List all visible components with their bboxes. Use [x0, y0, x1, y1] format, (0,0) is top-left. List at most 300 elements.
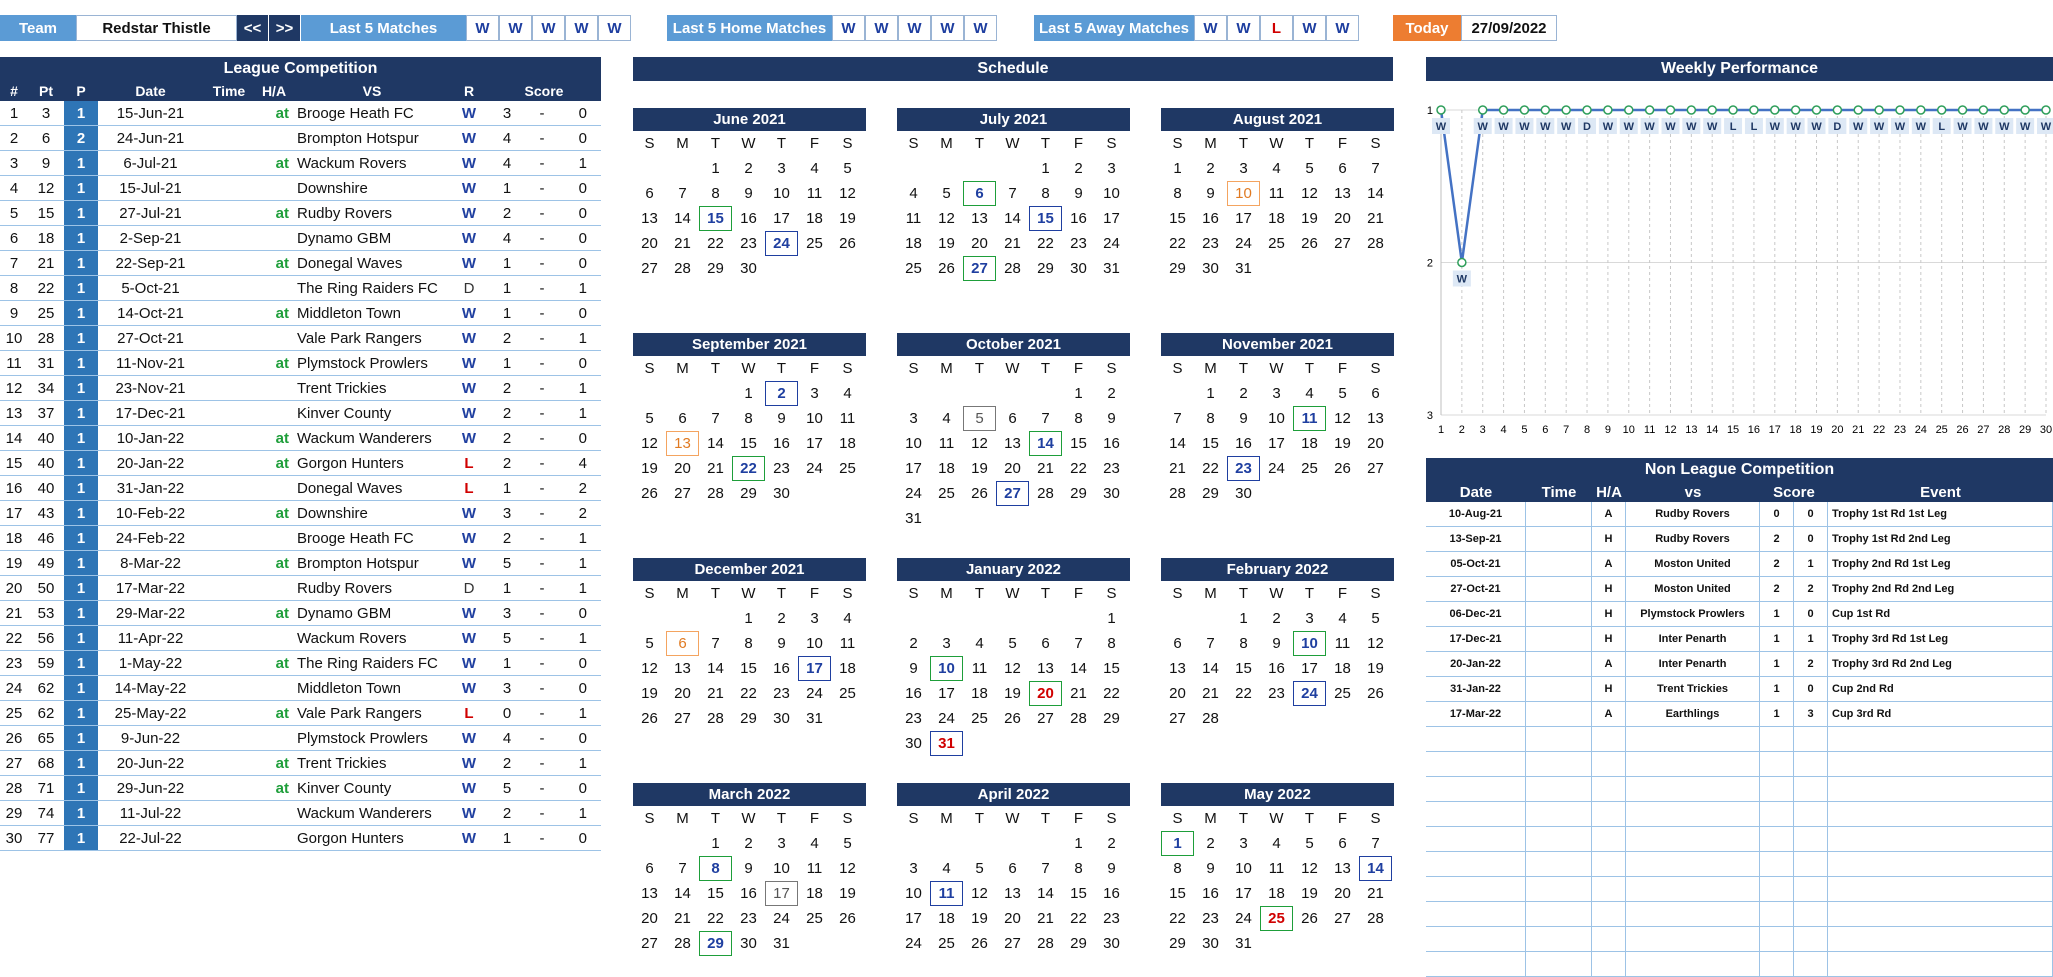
day-cell[interactable]: 3: [909, 860, 918, 877]
day-cell[interactable]: 31: [773, 935, 790, 952]
day-cell[interactable]: 1: [1239, 610, 1248, 627]
day-cell[interactable]: 8: [1074, 410, 1083, 427]
day-cell[interactable]: 6: [1338, 160, 1347, 177]
match-day[interactable]: 5: [963, 406, 996, 431]
day-cell[interactable]: 13: [1367, 410, 1384, 427]
day-cell[interactable]: 17: [1268, 435, 1285, 452]
day-cell[interactable]: 27: [674, 485, 691, 502]
match-day[interactable]: 17: [798, 656, 831, 681]
day-cell[interactable]: 18: [1268, 885, 1285, 902]
match-day[interactable]: 27: [996, 481, 1029, 506]
day-cell[interactable]: 2: [1107, 385, 1116, 402]
day-cell[interactable]: 24: [905, 485, 922, 502]
day-cell[interactable]: 27: [1334, 910, 1351, 927]
day-cell[interactable]: 14: [707, 660, 724, 677]
match-day[interactable]: 31: [930, 731, 963, 756]
day-cell[interactable]: 12: [1004, 660, 1021, 677]
day-cell[interactable]: 6: [1173, 635, 1182, 652]
day-cell[interactable]: 27: [1004, 935, 1021, 952]
day-cell[interactable]: 25: [938, 485, 955, 502]
day-cell[interactable]: 19: [641, 460, 658, 477]
day-cell[interactable]: 23: [773, 460, 790, 477]
day-cell[interactable]: 11: [1334, 635, 1351, 652]
day-cell[interactable]: 20: [971, 235, 988, 252]
day-cell[interactable]: 1: [744, 385, 753, 402]
prev-team-button[interactable]: <<: [237, 15, 268, 41]
day-cell[interactable]: 18: [839, 660, 856, 677]
day-cell[interactable]: 12: [938, 210, 955, 227]
match-day[interactable]: 14: [1359, 856, 1392, 881]
day-cell[interactable]: 7: [1371, 160, 1380, 177]
day-cell[interactable]: 10: [806, 635, 823, 652]
match-day[interactable]: 24: [1293, 681, 1326, 706]
day-cell[interactable]: 3: [810, 385, 819, 402]
day-cell[interactable]: 23: [1103, 910, 1120, 927]
day-cell[interactable]: 13: [1004, 435, 1021, 452]
day-cell[interactable]: 14: [1169, 435, 1186, 452]
day-cell[interactable]: 10: [773, 185, 790, 202]
day-cell[interactable]: 5: [1338, 385, 1347, 402]
match-day[interactable]: 10: [1227, 181, 1260, 206]
day-cell[interactable]: 3: [810, 610, 819, 627]
day-cell[interactable]: 30: [1202, 260, 1219, 277]
day-cell[interactable]: 13: [1004, 885, 1021, 902]
day-cell[interactable]: 25: [938, 935, 955, 952]
day-cell[interactable]: 25: [1301, 460, 1318, 477]
day-cell[interactable]: 4: [810, 835, 819, 852]
day-cell[interactable]: 13: [1037, 660, 1054, 677]
day-cell[interactable]: 4: [1338, 610, 1347, 627]
day-cell[interactable]: 21: [674, 235, 691, 252]
match-day[interactable]: 2: [765, 381, 798, 406]
day-cell[interactable]: 18: [938, 460, 955, 477]
day-cell[interactable]: 1: [1173, 160, 1182, 177]
match-day[interactable]: 6: [963, 181, 996, 206]
day-cell[interactable]: 26: [1004, 710, 1021, 727]
day-cell[interactable]: 4: [1272, 160, 1281, 177]
day-cell[interactable]: 14: [1070, 660, 1087, 677]
day-cell[interactable]: 29: [707, 260, 724, 277]
day-cell[interactable]: 2: [1239, 385, 1248, 402]
day-cell[interactable]: 10: [1268, 410, 1285, 427]
day-cell[interactable]: 13: [971, 210, 988, 227]
day-cell[interactable]: 23: [1202, 910, 1219, 927]
match-day[interactable]: 6: [666, 631, 699, 656]
day-cell[interactable]: 30: [1103, 485, 1120, 502]
day-cell[interactable]: 4: [810, 160, 819, 177]
day-cell[interactable]: 10: [1103, 185, 1120, 202]
day-cell[interactable]: 5: [843, 160, 852, 177]
day-cell[interactable]: 9: [1107, 860, 1116, 877]
day-cell[interactable]: 28: [674, 260, 691, 277]
match-day[interactable]: 29: [699, 931, 732, 956]
day-cell[interactable]: 19: [839, 885, 856, 902]
day-cell[interactable]: 18: [1301, 435, 1318, 452]
day-cell[interactable]: 11: [1268, 860, 1285, 877]
day-cell[interactable]: 9: [777, 635, 786, 652]
day-cell[interactable]: 23: [1103, 460, 1120, 477]
day-cell[interactable]: 28: [1367, 235, 1384, 252]
day-cell[interactable]: 26: [1334, 460, 1351, 477]
day-cell[interactable]: 2: [1272, 610, 1281, 627]
day-cell[interactable]: 3: [1239, 835, 1248, 852]
day-cell[interactable]: 15: [1202, 435, 1219, 452]
day-cell[interactable]: 2: [744, 160, 753, 177]
day-cell[interactable]: 1: [1041, 160, 1050, 177]
day-cell[interactable]: 27: [1037, 710, 1054, 727]
day-cell[interactable]: 12: [971, 435, 988, 452]
day-cell[interactable]: 14: [1202, 660, 1219, 677]
day-cell[interactable]: 28: [707, 710, 724, 727]
day-cell[interactable]: 24: [938, 710, 955, 727]
day-cell[interactable]: 3: [777, 160, 786, 177]
day-cell[interactable]: 9: [1272, 635, 1281, 652]
day-cell[interactable]: 4: [942, 410, 951, 427]
day-cell[interactable]: 9: [777, 410, 786, 427]
match-day[interactable]: 13: [666, 431, 699, 456]
day-cell[interactable]: 31: [1235, 935, 1252, 952]
day-cell[interactable]: 22: [707, 910, 724, 927]
day-cell[interactable]: 23: [1202, 235, 1219, 252]
day-cell[interactable]: 3: [777, 835, 786, 852]
day-cell[interactable]: 24: [1268, 460, 1285, 477]
day-cell[interactable]: 18: [971, 685, 988, 702]
day-cell[interactable]: 1: [1206, 385, 1215, 402]
day-cell[interactable]: 15: [740, 660, 757, 677]
day-cell[interactable]: 19: [1367, 660, 1384, 677]
day-cell[interactable]: 24: [1103, 235, 1120, 252]
day-cell[interactable]: 26: [971, 935, 988, 952]
day-cell[interactable]: 16: [1103, 885, 1120, 902]
day-cell[interactable]: 8: [744, 635, 753, 652]
day-cell[interactable]: 14: [674, 885, 691, 902]
day-cell[interactable]: 12: [1367, 635, 1384, 652]
day-cell[interactable]: 14: [1367, 185, 1384, 202]
day-cell[interactable]: 25: [1334, 685, 1351, 702]
day-cell[interactable]: 11: [1268, 185, 1285, 202]
day-cell[interactable]: 15: [1103, 660, 1120, 677]
day-cell[interactable]: 16: [1202, 885, 1219, 902]
match-day[interactable]: 24: [765, 231, 798, 256]
day-cell[interactable]: 26: [839, 910, 856, 927]
day-cell[interactable]: 30: [740, 935, 757, 952]
day-cell[interactable]: 7: [1173, 410, 1182, 427]
day-cell[interactable]: 18: [806, 210, 823, 227]
day-cell[interactable]: 25: [806, 235, 823, 252]
day-cell[interactable]: 26: [971, 485, 988, 502]
day-cell[interactable]: 18: [905, 235, 922, 252]
day-cell[interactable]: 13: [674, 660, 691, 677]
day-cell[interactable]: 8: [1173, 185, 1182, 202]
day-cell[interactable]: 31: [1103, 260, 1120, 277]
day-cell[interactable]: 17: [1103, 210, 1120, 227]
day-cell[interactable]: 14: [1004, 210, 1021, 227]
day-cell[interactable]: 15: [740, 435, 757, 452]
day-cell[interactable]: 1: [744, 610, 753, 627]
day-cell[interactable]: 3: [1239, 160, 1248, 177]
day-cell[interactable]: 24: [905, 935, 922, 952]
day-cell[interactable]: 9: [909, 660, 918, 677]
day-cell[interactable]: 5: [1305, 835, 1314, 852]
day-cell[interactable]: 5: [645, 635, 654, 652]
day-cell[interactable]: 3: [1107, 160, 1116, 177]
day-cell[interactable]: 5: [942, 185, 951, 202]
day-cell[interactable]: 20: [641, 910, 658, 927]
day-cell[interactable]: 18: [839, 435, 856, 452]
match-day[interactable]: 22: [732, 456, 765, 481]
day-cell[interactable]: 11: [839, 410, 856, 427]
day-cell[interactable]: 29: [1103, 710, 1120, 727]
day-cell[interactable]: 26: [641, 710, 658, 727]
day-cell[interactable]: 7: [678, 860, 687, 877]
match-day[interactable]: 25: [1260, 906, 1293, 931]
day-cell[interactable]: 20: [674, 685, 691, 702]
day-cell[interactable]: 4: [843, 385, 852, 402]
day-cell[interactable]: 27: [1334, 235, 1351, 252]
day-cell[interactable]: 13: [641, 210, 658, 227]
day-cell[interactable]: 16: [740, 885, 757, 902]
day-cell[interactable]: 29: [1169, 935, 1186, 952]
day-cell[interactable]: 23: [740, 910, 757, 927]
day-cell[interactable]: 20: [674, 460, 691, 477]
day-cell[interactable]: 8: [711, 185, 720, 202]
day-cell[interactable]: 4: [1272, 835, 1281, 852]
day-cell[interactable]: 29: [1202, 485, 1219, 502]
day-cell[interactable]: 6: [645, 860, 654, 877]
day-cell[interactable]: 17: [938, 685, 955, 702]
day-cell[interactable]: 23: [1070, 235, 1087, 252]
day-cell[interactable]: 22: [1037, 235, 1054, 252]
day-cell[interactable]: 6: [1041, 635, 1050, 652]
day-cell[interactable]: 3: [1272, 385, 1281, 402]
day-cell[interactable]: 3: [942, 635, 951, 652]
day-cell[interactable]: 22: [1169, 910, 1186, 927]
day-cell[interactable]: 24: [1235, 910, 1252, 927]
day-cell[interactable]: 6: [1371, 385, 1380, 402]
day-cell[interactable]: 15: [1169, 210, 1186, 227]
day-cell[interactable]: 2: [1074, 160, 1083, 177]
day-cell[interactable]: 28: [674, 935, 691, 952]
day-cell[interactable]: 10: [905, 435, 922, 452]
day-cell[interactable]: 7: [1206, 635, 1215, 652]
day-cell[interactable]: 16: [773, 660, 790, 677]
day-cell[interactable]: 9: [1074, 185, 1083, 202]
day-cell[interactable]: 27: [641, 935, 658, 952]
day-cell[interactable]: 20: [1334, 210, 1351, 227]
match-day[interactable]: 10: [1293, 631, 1326, 656]
day-cell[interactable]: 12: [1301, 185, 1318, 202]
day-cell[interactable]: 27: [674, 710, 691, 727]
match-day[interactable]: 10: [930, 656, 963, 681]
day-cell[interactable]: 18: [938, 910, 955, 927]
day-cell[interactable]: 30: [740, 260, 757, 277]
day-cell[interactable]: 5: [1008, 635, 1017, 652]
day-cell[interactable]: 22: [1235, 685, 1252, 702]
day-cell[interactable]: 29: [740, 710, 757, 727]
day-cell[interactable]: 18: [1268, 210, 1285, 227]
day-cell[interactable]: 12: [971, 885, 988, 902]
day-cell[interactable]: 29: [740, 485, 757, 502]
day-cell[interactable]: 25: [806, 910, 823, 927]
day-cell[interactable]: 5: [1371, 610, 1380, 627]
day-cell[interactable]: 12: [839, 185, 856, 202]
day-cell[interactable]: 20: [1334, 885, 1351, 902]
day-cell[interactable]: 18: [806, 885, 823, 902]
day-cell[interactable]: 12: [641, 660, 658, 677]
day-cell[interactable]: 11: [839, 635, 856, 652]
day-cell[interactable]: 28: [1367, 910, 1384, 927]
day-cell[interactable]: 7: [1008, 185, 1017, 202]
day-cell[interactable]: 19: [1334, 435, 1351, 452]
day-cell[interactable]: 29: [1037, 260, 1054, 277]
day-cell[interactable]: 22: [740, 685, 757, 702]
day-cell[interactable]: 12: [1301, 860, 1318, 877]
day-cell[interactable]: 7: [1371, 835, 1380, 852]
day-cell[interactable]: 29: [1070, 935, 1087, 952]
day-cell[interactable]: 29: [1169, 260, 1186, 277]
day-cell[interactable]: 17: [1235, 885, 1252, 902]
match-day[interactable]: 14: [1029, 431, 1062, 456]
day-cell[interactable]: 8: [1107, 635, 1116, 652]
day-cell[interactable]: 9: [1206, 185, 1215, 202]
day-cell[interactable]: 21: [674, 910, 691, 927]
day-cell[interactable]: 19: [839, 210, 856, 227]
day-cell[interactable]: 9: [744, 860, 753, 877]
day-cell[interactable]: 28: [707, 485, 724, 502]
day-cell[interactable]: 30: [1070, 260, 1087, 277]
day-cell[interactable]: 20: [641, 235, 658, 252]
day-cell[interactable]: 25: [905, 260, 922, 277]
day-cell[interactable]: 4: [843, 610, 852, 627]
day-cell[interactable]: 21: [707, 460, 724, 477]
day-cell[interactable]: 13: [641, 885, 658, 902]
match-day[interactable]: 11: [1293, 406, 1326, 431]
day-cell[interactable]: 16: [1070, 210, 1087, 227]
day-cell[interactable]: 6: [645, 185, 654, 202]
day-cell[interactable]: 7: [711, 635, 720, 652]
day-cell[interactable]: 5: [975, 860, 984, 877]
team-selector[interactable]: Redstar Thistle: [76, 15, 237, 41]
day-cell[interactable]: 28: [1037, 485, 1054, 502]
day-cell[interactable]: 31: [905, 510, 922, 527]
day-cell[interactable]: 2: [1206, 160, 1215, 177]
day-cell[interactable]: 5: [1305, 160, 1314, 177]
day-cell[interactable]: 15: [1235, 660, 1252, 677]
day-cell[interactable]: 17: [1301, 660, 1318, 677]
day-cell[interactable]: 2: [1107, 835, 1116, 852]
day-cell[interactable]: 6: [1008, 410, 1017, 427]
day-cell[interactable]: 10: [905, 885, 922, 902]
day-cell[interactable]: 24: [1235, 235, 1252, 252]
day-cell[interactable]: 7: [1074, 635, 1083, 652]
day-cell[interactable]: 21: [1169, 460, 1186, 477]
day-cell[interactable]: 22: [1202, 460, 1219, 477]
day-cell[interactable]: 24: [806, 460, 823, 477]
day-cell[interactable]: 10: [773, 860, 790, 877]
day-cell[interactable]: 4: [1305, 385, 1314, 402]
day-cell[interactable]: 10: [1235, 860, 1252, 877]
day-cell[interactable]: 11: [938, 435, 955, 452]
day-cell[interactable]: 27: [1169, 710, 1186, 727]
day-cell[interactable]: 3: [909, 410, 918, 427]
day-cell[interactable]: 21: [1037, 460, 1054, 477]
day-cell[interactable]: 31: [806, 710, 823, 727]
day-cell[interactable]: 15: [707, 885, 724, 902]
day-cell[interactable]: 2: [777, 610, 786, 627]
match-day[interactable]: 15: [699, 206, 732, 231]
day-cell[interactable]: 25: [1268, 235, 1285, 252]
day-cell[interactable]: 12: [1334, 410, 1351, 427]
day-cell[interactable]: 9: [1107, 410, 1116, 427]
day-cell[interactable]: 13: [1334, 185, 1351, 202]
day-cell[interactable]: 21: [1070, 685, 1087, 702]
day-cell[interactable]: 16: [1103, 435, 1120, 452]
day-cell[interactable]: 11: [806, 185, 823, 202]
day-cell[interactable]: 26: [1367, 685, 1384, 702]
day-cell[interactable]: 7: [1041, 860, 1050, 877]
day-cell[interactable]: 8: [1206, 410, 1215, 427]
day-cell[interactable]: 9: [744, 185, 753, 202]
day-cell[interactable]: 25: [839, 685, 856, 702]
day-cell[interactable]: 19: [1301, 210, 1318, 227]
day-cell[interactable]: 5: [843, 835, 852, 852]
day-cell[interactable]: 9: [1206, 860, 1215, 877]
day-cell[interactable]: 24: [806, 685, 823, 702]
day-cell[interactable]: 4: [909, 185, 918, 202]
day-cell[interactable]: 26: [641, 485, 658, 502]
day-cell[interactable]: 15: [1169, 885, 1186, 902]
day-cell[interactable]: 26: [1301, 235, 1318, 252]
day-cell[interactable]: 17: [806, 435, 823, 452]
day-cell[interactable]: 7: [1041, 410, 1050, 427]
day-cell[interactable]: 23: [740, 235, 757, 252]
day-cell[interactable]: 1: [1074, 835, 1083, 852]
day-cell[interactable]: 30: [773, 485, 790, 502]
day-cell[interactable]: 17: [773, 210, 790, 227]
day-cell[interactable]: 2: [744, 835, 753, 852]
day-cell[interactable]: 19: [971, 460, 988, 477]
day-cell[interactable]: 22: [1103, 685, 1120, 702]
day-cell[interactable]: 9: [1239, 410, 1248, 427]
day-cell[interactable]: 1: [1107, 610, 1116, 627]
day-cell[interactable]: 25: [839, 460, 856, 477]
day-cell[interactable]: 13: [1334, 860, 1351, 877]
day-cell[interactable]: 3: [1305, 610, 1314, 627]
day-cell[interactable]: 19: [938, 235, 955, 252]
day-cell[interactable]: 5: [645, 410, 654, 427]
day-cell[interactable]: 4: [942, 860, 951, 877]
day-cell[interactable]: 18: [1334, 660, 1351, 677]
day-cell[interactable]: 17: [905, 460, 922, 477]
day-cell[interactable]: 20: [1169, 685, 1186, 702]
day-cell[interactable]: 16: [1235, 435, 1252, 452]
day-cell[interactable]: 1: [1074, 385, 1083, 402]
day-cell[interactable]: 8: [744, 410, 753, 427]
day-cell[interactable]: 1: [711, 160, 720, 177]
day-cell[interactable]: 1: [711, 835, 720, 852]
next-team-button[interactable]: >>: [269, 15, 300, 41]
day-cell[interactable]: 21: [1004, 235, 1021, 252]
day-cell[interactable]: 23: [905, 710, 922, 727]
day-cell[interactable]: 21: [1367, 210, 1384, 227]
day-cell[interactable]: 30: [1103, 935, 1120, 952]
day-cell[interactable]: 25: [971, 710, 988, 727]
day-cell[interactable]: 15: [1070, 885, 1087, 902]
day-cell[interactable]: 7: [678, 185, 687, 202]
day-cell[interactable]: 8: [1239, 635, 1248, 652]
day-cell[interactable]: 21: [1037, 910, 1054, 927]
day-cell[interactable]: 10: [806, 410, 823, 427]
